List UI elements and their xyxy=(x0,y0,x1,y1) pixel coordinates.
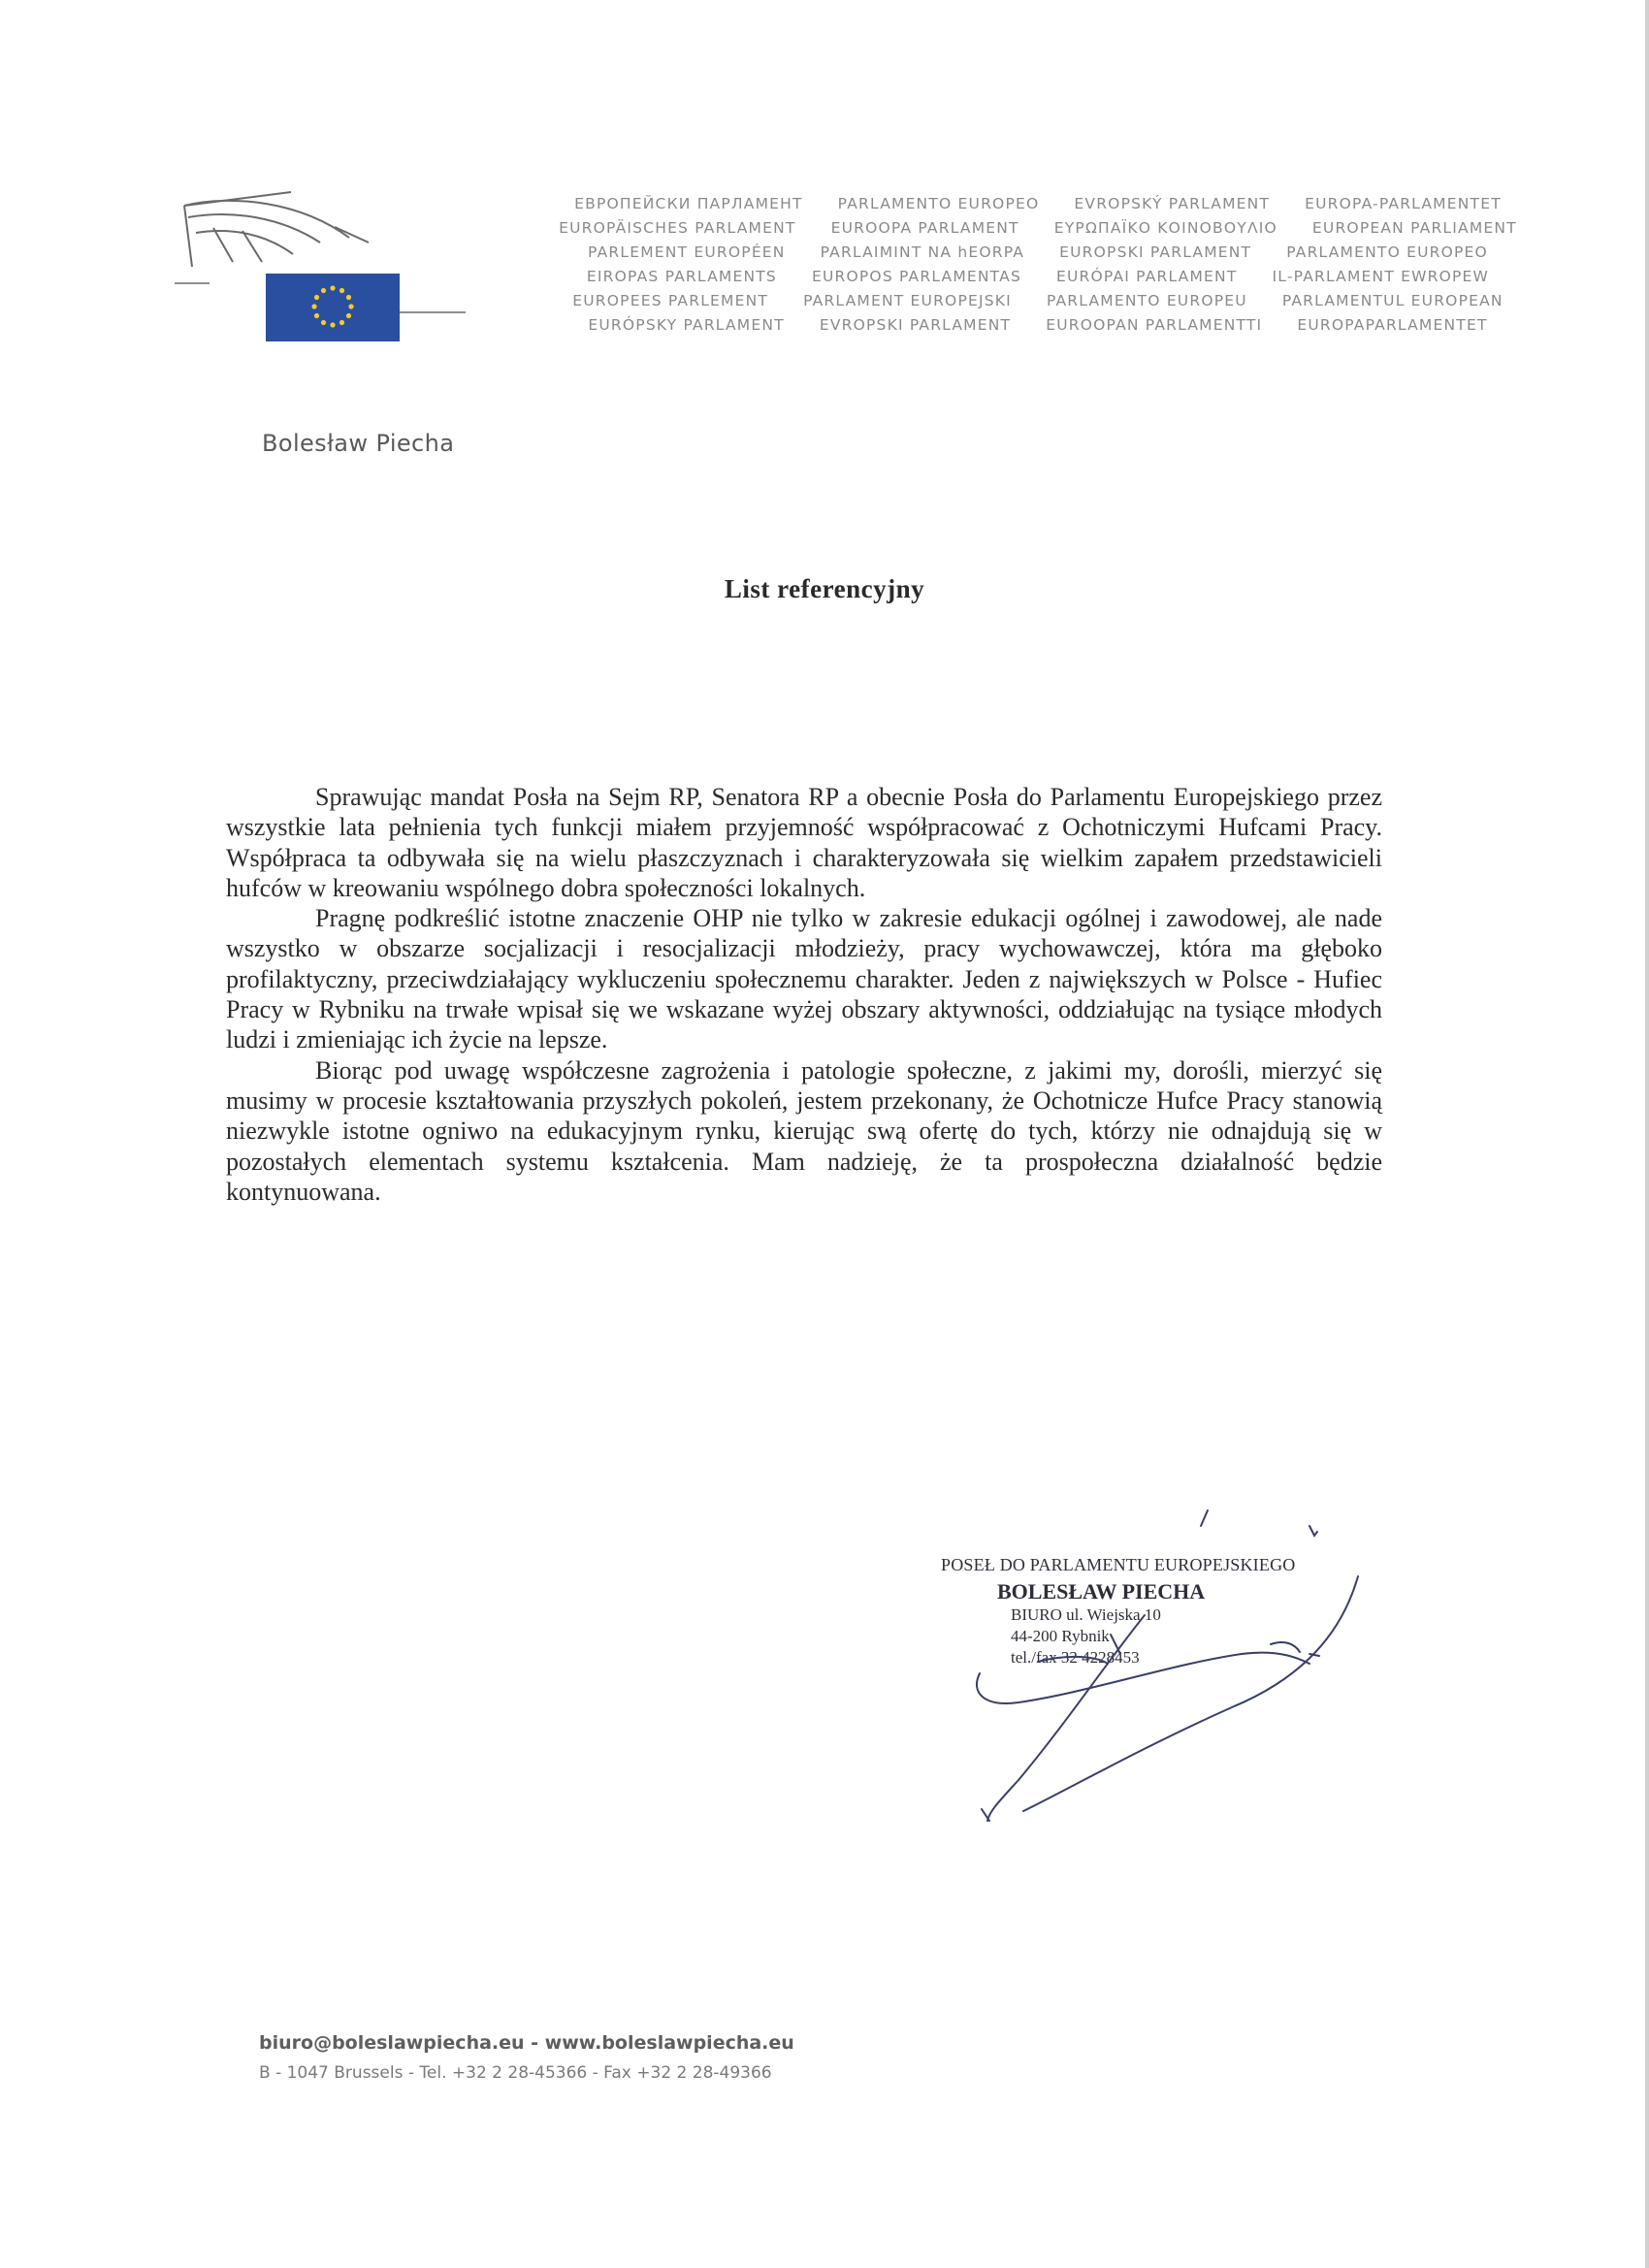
parliament-name: EUROOPAN PARLAMENTTI xyxy=(1046,316,1263,334)
parliament-name: PARLAMENTO EUROPEO xyxy=(1286,243,1488,261)
stamp-title: POSEŁ DO PARLAMENTU EUROPEJSKIEGO xyxy=(941,1555,1296,1574)
paragraph-1: Sprawując mandat Posła na Sejm RP, Senatora RP a obecnie Posła do Parlamentu Europejskiego przez wszystkie lata pełnienia tych funkcji miałem przyjemność współpracować z Ochotniczymi Hufcami Pracy. Współpraca ta odbywała się na wielu płaszczyznach i charakteryzowała się wielkim zapałem przedstawicieli hufców w kreowaniu wspólnego dobra społeczności lokalnych. xyxy=(226,783,1382,902)
parliament-name: EUROPEES PARLEMENT xyxy=(572,292,769,309)
paragraph-3: Biorąc pod uwagę współczesne zagrożenia i patologie społeczne, z jakimi my, dorośli, mierzyć się musimy w procesie kształtowania przyszłych pokoleń, jestem przekonany, że Ochotnicze Hufce Pracy stanowią niezwykle istotne ogniwo na edukacyjnym rynku, kierując swą ofertę do tych, którzy nie odnajdują się w pozostałych elementach systemu kształcenia. Mam nadzieję, że ta prospołeczna działalność będzie kontynuowana. xyxy=(226,1055,1382,1206)
parliament-name: PARLAMENTUL EUROPEAN xyxy=(1281,292,1504,309)
parliament-name: IL-PARLAMENT EWROPEW xyxy=(1272,268,1490,285)
stamp-city: 44-200 Rybnik xyxy=(1011,1627,1110,1645)
parliament-names-row xyxy=(466,313,1610,338)
parliament-names-row xyxy=(466,192,1610,216)
parliament-name: EUROPSKI PARLAMENT xyxy=(1059,243,1252,261)
parliament-name: EVROPSKÝ PARLAMENT xyxy=(1074,195,1271,212)
parliament-name: EURÓPAI PARLAMENT xyxy=(1055,268,1238,285)
parliament-name: EIROPAS PARLAMENTS xyxy=(586,268,777,285)
parliament-name: EUROPEAN PARLIAMENT xyxy=(1311,219,1517,237)
stamp-phone: tel./fax 32 4228453 xyxy=(1011,1648,1140,1667)
parliament-name: EUROPA-PARLAMENTET xyxy=(1305,195,1502,212)
parliament-name: PARLAIMINT NA hEORPA xyxy=(820,243,1025,261)
stamp-name: BOLESŁAW PIECHA xyxy=(997,1579,1206,1604)
parliament-name: PARLAMENT EUROPEJSKI xyxy=(803,292,1012,309)
parliament-names-row xyxy=(466,289,1610,313)
parliament-names-row xyxy=(466,216,1610,241)
parliament-name: PARLAMENTO EUROPEU xyxy=(1046,292,1247,309)
handwritten-signature-icon xyxy=(854,1499,1397,1829)
parliament-names-row xyxy=(466,241,1610,265)
paragraph-2: Pragnę podkreślić istotne znaczenie OHP nie tylko w zakresie edukacji ogólnej i zawodowej, ale nade wszystko w obszarze socjalizacji i resocjalizacji młodzieży, pracy wychowawczej, która ma głęboko profilaktyczny, przeciwdziałający wykluczeniu społecznemu charakter. Jeden z największych w Polsce - Hufiec Pracy w Rybniku na trwałe wpisał się we wskazane wyżej obszary aktywności, oddziałując na tysiące młodych ludzi i zmieniając ich życie na lepsze. xyxy=(226,904,1382,1054)
european-parliament-logo-icon xyxy=(175,184,466,359)
footer-contact: biuro@boleslawpiecha.eu - www.boleslawpiecha.eu xyxy=(259,2032,794,2054)
letterhead xyxy=(175,184,1517,369)
parliament-names xyxy=(466,192,1610,338)
parliament-name: EVROPSKI PARLAMENT xyxy=(819,316,1012,334)
parliament-names-row xyxy=(466,265,1610,289)
parliament-name: EUROPOS PARLAMENTAS xyxy=(811,268,1021,285)
scan-edge xyxy=(1645,0,1649,2268)
parliament-name: EURÓPSKY PARLAMENT xyxy=(588,316,785,334)
parliament-name: EUROOPA PARLAMENT xyxy=(830,219,1019,237)
parliament-name: PARLEMENT EUROPÉEN xyxy=(588,243,786,261)
letter-body xyxy=(226,782,1382,1207)
footer-address: B - 1047 Brussels - Tel. +32 2 28-45366 - Fax +32 2 28-49366 xyxy=(259,2063,772,2083)
parliament-name: EUROPAPARLAMENTET xyxy=(1297,316,1488,334)
parliament-name: EUROPÄISCHES PARLAMENT xyxy=(559,219,796,237)
parliament-name: ΕΥΡΩΠΑΪΚΟ ΚΟΙΝΟΒΟΥΛΙΟ xyxy=(1053,219,1277,237)
parliament-name: PARLAMENTO EUROPEO xyxy=(837,195,1040,212)
stamp-office: BIURO ul. Wiejska 10 xyxy=(1011,1605,1161,1624)
footer xyxy=(259,2032,794,2083)
parliament-name: ЕВРОПЕЙСКИ ПАРЛАМЕНТ xyxy=(574,195,803,212)
letter-title: List referencyjny xyxy=(724,574,925,603)
sender-name: Bolesław Piecha xyxy=(262,430,455,457)
